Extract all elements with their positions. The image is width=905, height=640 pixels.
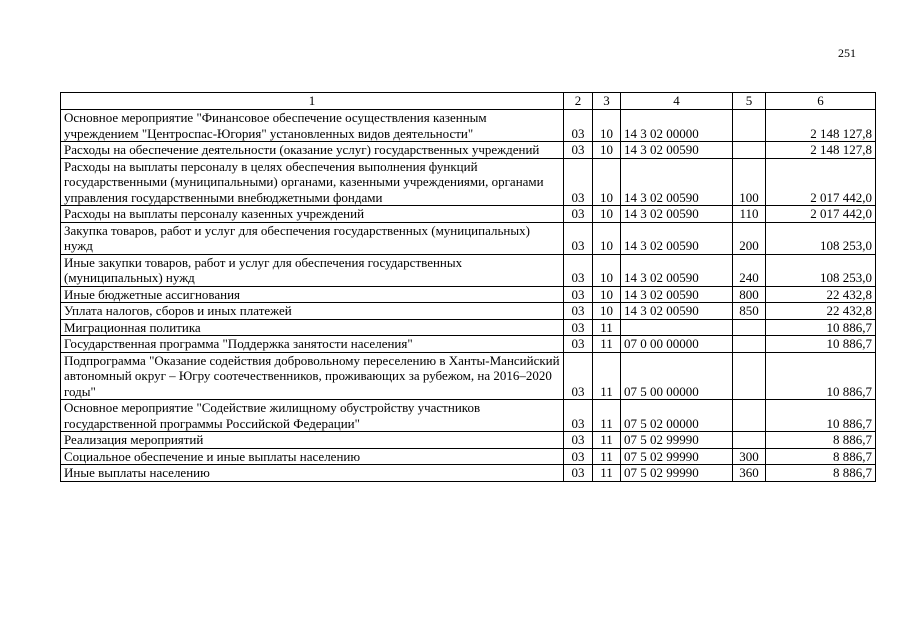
- cell-amount: 8 886,7: [766, 465, 876, 482]
- table-row: [61, 319, 876, 336]
- cell-subsection: 10: [593, 222, 621, 254]
- cell-name: Расходы на выплаты персоналу в целях обеспечения выполнения функций государственными (муниципальными) органами, казенными учреждениями, органами управления государственными внебюджетными фондами: [61, 158, 564, 206]
- cell-subsection: 10: [593, 158, 621, 206]
- table-row: [61, 352, 876, 400]
- cell-amount: 22 432,8: [766, 303, 876, 320]
- cell-expense-type: [733, 432, 766, 449]
- budget-table: [60, 92, 876, 482]
- cell-name: Реализация мероприятий: [61, 432, 564, 449]
- cell-target-code: 14 3 02 00590: [621, 142, 733, 159]
- cell-amount: 10 886,7: [766, 319, 876, 336]
- cell-name: Подпрограмма "Оказание содействия добровольному переселению в Ханты-Мансийский автономный округ – Югру соотечественников, проживающих за рубежом, на 2016–2020 годы": [61, 352, 564, 400]
- table-row: [61, 432, 876, 449]
- cell-target-code: 07 0 00 00000: [621, 336, 733, 353]
- cell-section: 03: [564, 110, 593, 142]
- table-row: [61, 142, 876, 159]
- cell-name: Основное мероприятие "Содействие жилищному обустройству участников государственной программы Российской Федерации": [61, 400, 564, 432]
- cell-amount: 2 017 442,0: [766, 158, 876, 206]
- column-header: 6: [766, 93, 876, 110]
- cell-section: 03: [564, 336, 593, 353]
- cell-section: 03: [564, 158, 593, 206]
- cell-expense-type: 200: [733, 222, 766, 254]
- cell-name: Миграционная политика: [61, 319, 564, 336]
- cell-amount: 10 886,7: [766, 336, 876, 353]
- cell-name: Закупка товаров, работ и услуг для обеспечения государственных (муниципальных) нужд: [61, 222, 564, 254]
- cell-section: 03: [564, 319, 593, 336]
- cell-target-code: 07 5 02 99990: [621, 432, 733, 449]
- cell-subsection: 10: [593, 254, 621, 286]
- cell-section: 03: [564, 222, 593, 254]
- cell-expense-type: [733, 336, 766, 353]
- cell-amount: 2 148 127,8: [766, 110, 876, 142]
- cell-amount: 10 886,7: [766, 400, 876, 432]
- cell-name: Иные выплаты населению: [61, 465, 564, 482]
- cell-subsection: 11: [593, 336, 621, 353]
- cell-expense-type: 100: [733, 158, 766, 206]
- cell-section: 03: [564, 465, 593, 482]
- cell-target-code: 14 3 02 00590: [621, 254, 733, 286]
- cell-target-code: 14 3 02 00000: [621, 110, 733, 142]
- cell-name: Иные бюджетные ассигнования: [61, 286, 564, 303]
- cell-subsection: 11: [593, 465, 621, 482]
- cell-section: 03: [564, 286, 593, 303]
- cell-target-code: 14 3 02 00590: [621, 206, 733, 223]
- page-number: 251: [838, 46, 856, 60]
- cell-target-code: [621, 319, 733, 336]
- cell-target-code: 07 5 02 99990: [621, 448, 733, 465]
- cell-name: Уплата налогов, сборов и иных платежей: [61, 303, 564, 320]
- column-header: 3: [593, 93, 621, 110]
- cell-expense-type: [733, 319, 766, 336]
- cell-subsection: 10: [593, 286, 621, 303]
- table-row: [61, 465, 876, 482]
- cell-expense-type: [733, 142, 766, 159]
- cell-section: 03: [564, 254, 593, 286]
- cell-expense-type: 300: [733, 448, 766, 465]
- cell-expense-type: 800: [733, 286, 766, 303]
- table-row: [61, 336, 876, 353]
- cell-subsection: 10: [593, 142, 621, 159]
- cell-subsection: 11: [593, 319, 621, 336]
- cell-target-code: 07 5 00 00000: [621, 352, 733, 400]
- cell-amount: 10 886,7: [766, 352, 876, 400]
- cell-target-code: 14 3 02 00590: [621, 303, 733, 320]
- cell-target-code: 14 3 02 00590: [621, 222, 733, 254]
- cell-subsection: 10: [593, 206, 621, 223]
- table-row: [61, 400, 876, 432]
- table-row: [61, 448, 876, 465]
- cell-section: 03: [564, 142, 593, 159]
- cell-target-code: 07 5 02 99990: [621, 465, 733, 482]
- column-header: 4: [621, 93, 733, 110]
- table-body: [61, 110, 876, 482]
- cell-subsection: 10: [593, 303, 621, 320]
- table-row: [61, 158, 876, 206]
- cell-section: 03: [564, 303, 593, 320]
- cell-name: Иные закупки товаров, работ и услуг для обеспечения государственных (муниципальных) нужд: [61, 254, 564, 286]
- cell-target-code: 07 5 02 00000: [621, 400, 733, 432]
- cell-name: Социальное обеспечение и иные выплаты населению: [61, 448, 564, 465]
- cell-subsection: 11: [593, 400, 621, 432]
- column-header: 1: [61, 93, 564, 110]
- table-row: [61, 110, 876, 142]
- cell-expense-type: 110: [733, 206, 766, 223]
- cell-amount: 8 886,7: [766, 432, 876, 449]
- cell-expense-type: [733, 110, 766, 142]
- cell-target-code: 14 3 02 00590: [621, 286, 733, 303]
- table-row: [61, 206, 876, 223]
- cell-name: Расходы на выплаты персоналу казенных учреждений: [61, 206, 564, 223]
- cell-expense-type: [733, 352, 766, 400]
- cell-subsection: 11: [593, 432, 621, 449]
- cell-section: 03: [564, 448, 593, 465]
- header-row: [61, 93, 876, 110]
- cell-section: 03: [564, 400, 593, 432]
- column-header: 5: [733, 93, 766, 110]
- cell-amount: 108 253,0: [766, 222, 876, 254]
- table-row: [61, 222, 876, 254]
- cell-expense-type: 240: [733, 254, 766, 286]
- cell-subsection: 11: [593, 448, 621, 465]
- table-row: [61, 286, 876, 303]
- cell-expense-type: 850: [733, 303, 766, 320]
- cell-section: 03: [564, 352, 593, 400]
- table-row: [61, 254, 876, 286]
- cell-name: Расходы на обеспечение деятельности (оказание услуг) государственных учреждений: [61, 142, 564, 159]
- cell-amount: 2 017 442,0: [766, 206, 876, 223]
- cell-amount: 108 253,0: [766, 254, 876, 286]
- table-row: [61, 303, 876, 320]
- cell-amount: 22 432,8: [766, 286, 876, 303]
- cell-section: 03: [564, 206, 593, 223]
- cell-amount: 8 886,7: [766, 448, 876, 465]
- cell-section: 03: [564, 432, 593, 449]
- cell-subsection: 10: [593, 110, 621, 142]
- cell-name: Основное мероприятие "Финансовое обеспечение осуществления казенным учреждением "Центроспас-Югория" установленных видов деятельности": [61, 110, 564, 142]
- cell-subsection: 11: [593, 352, 621, 400]
- cell-target-code: 14 3 02 00590: [621, 158, 733, 206]
- column-header: 2: [564, 93, 593, 110]
- cell-expense-type: 360: [733, 465, 766, 482]
- cell-amount: 2 148 127,8: [766, 142, 876, 159]
- cell-expense-type: [733, 400, 766, 432]
- cell-name: Государственная программа "Поддержка занятости населения": [61, 336, 564, 353]
